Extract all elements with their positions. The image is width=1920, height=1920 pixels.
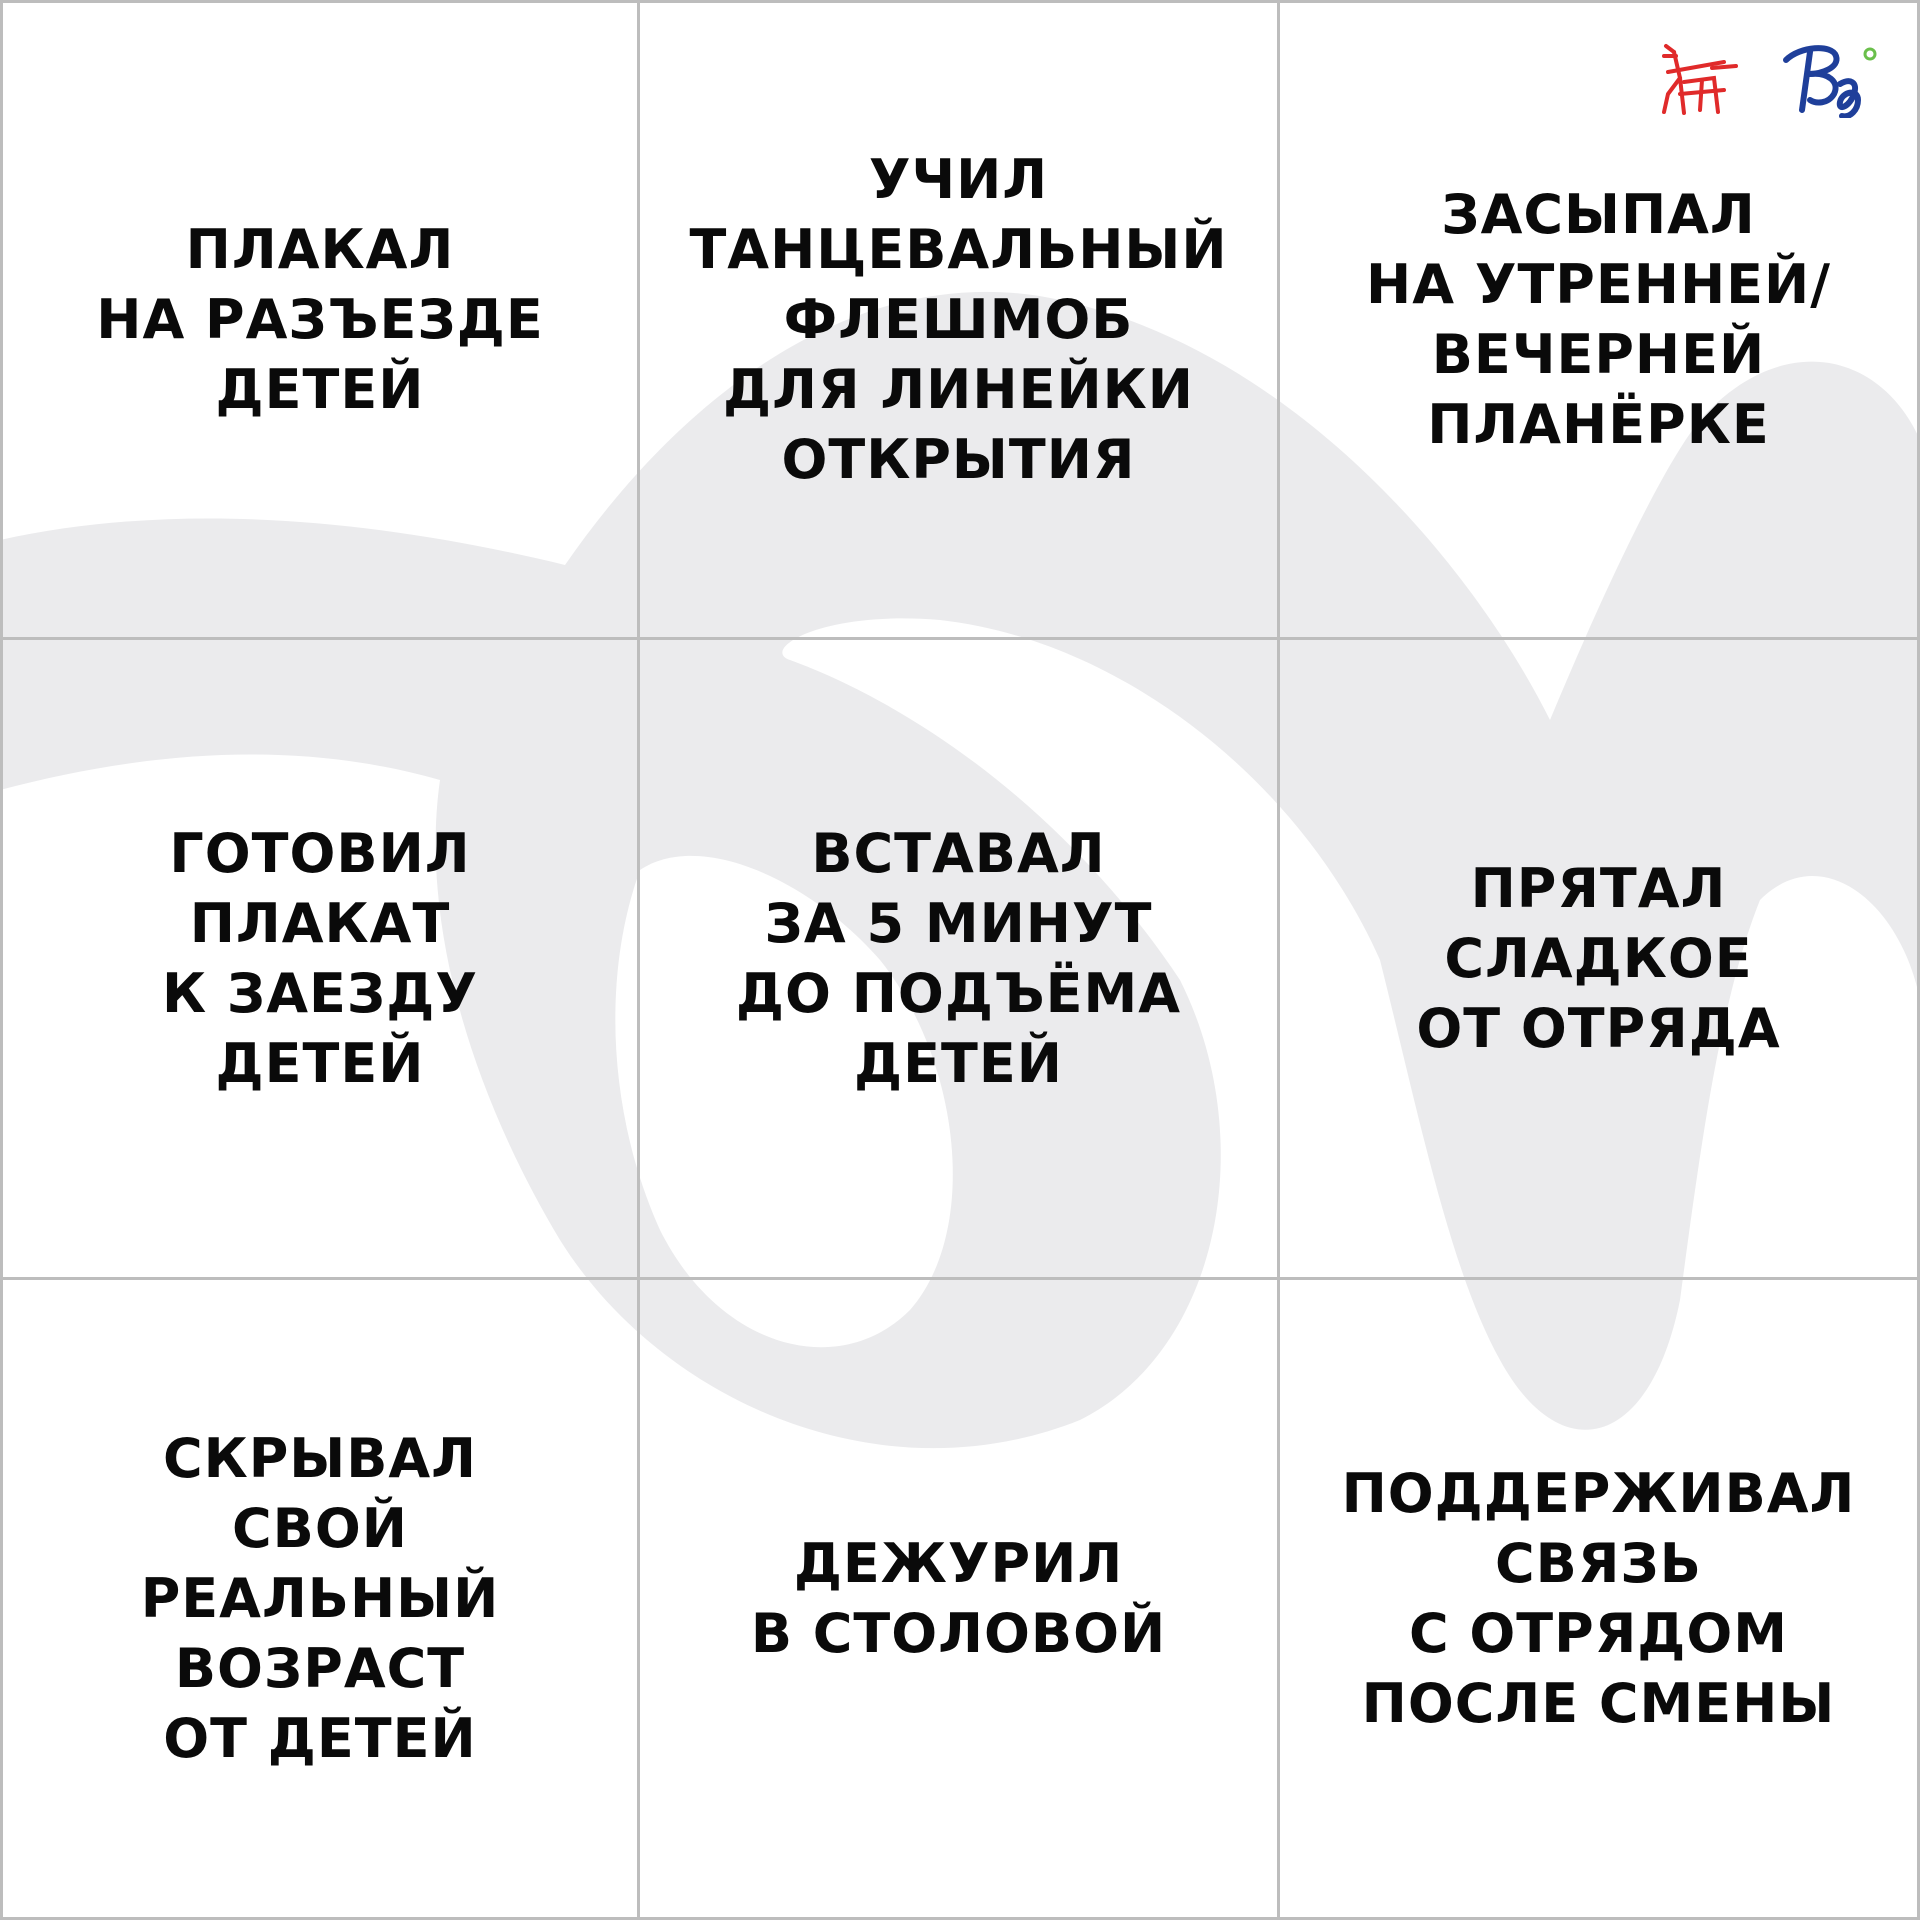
cell-text: ПОДДЕРЖИВАЛ СВЯЗЬ С ОТРЯДОМ ПОСЛЕ СМЕНЫ	[1341, 1461, 1856, 1735]
cell-text: ПРЯТАЛ СЛАДКОЕ ОТ ОТРЯДА	[1416, 856, 1781, 1060]
red-figure-logo-icon	[1654, 38, 1744, 118]
cell-text: ДЕЖУРИЛ В СТОЛОВОЙ	[750, 1531, 1167, 1665]
logo-group	[1654, 38, 1880, 118]
bingo-cell	[640, 1280, 1280, 1920]
cell-text: ЗАСЫПАЛ НА УТРЕННЕЙ/ ВЕЧЕРНЕЙ ПЛАНЁРКЕ	[1366, 183, 1831, 456]
bingo-cell	[640, 640, 1280, 1280]
bingo-cell	[1280, 640, 1920, 1280]
blue-monogram-logo-icon	[1780, 38, 1880, 118]
cell-text: СКРЫВАЛ СВОЙ РЕАЛЬНЫЙ ВОЗРАСТ ОТ ДЕТЕЙ	[140, 1426, 500, 1770]
bingo-cell	[1280, 1280, 1920, 1920]
bingo-cell	[0, 1280, 640, 1920]
bingo-cell	[640, 0, 1280, 640]
bingo-cell	[0, 0, 640, 640]
bingo-cell	[0, 640, 640, 1280]
cell-text: ПЛАКАЛ НА РАЗЪЕЗДЕ ДЕТЕЙ	[96, 218, 544, 421]
cell-text: УЧИЛ ТАНЦЕВАЛЬНЫЙ ФЛЕШМОБ ДЛЯ ЛИНЕЙКИ ОТКРЫТИЯ	[689, 148, 1228, 491]
cell-text: ВСТАВАЛ ЗА 5 МИНУТ ДО ПОДЪЁМА ДЕТЕЙ	[735, 821, 1182, 1095]
cell-text: ГОТОВИЛ ПЛАКАТ К ЗАЕЗДУ ДЕТЕЙ	[161, 821, 479, 1095]
